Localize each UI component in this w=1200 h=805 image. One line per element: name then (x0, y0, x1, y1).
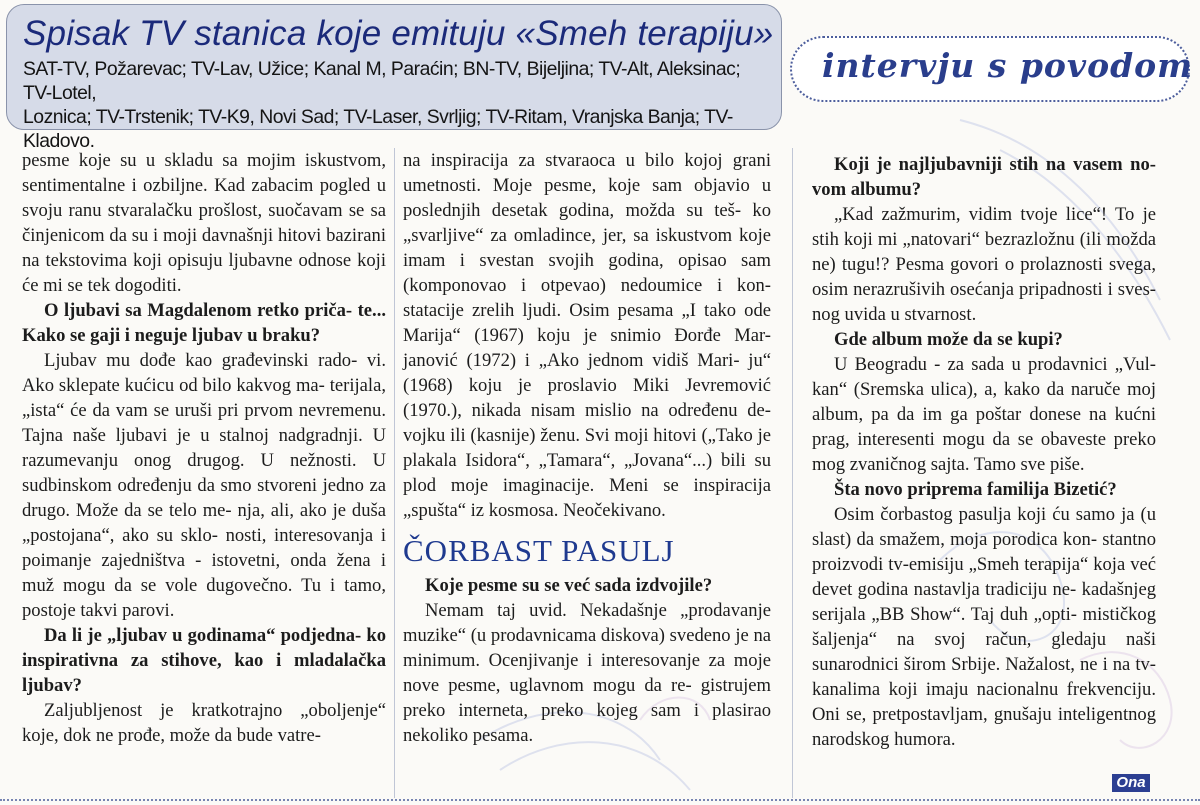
column-divider (394, 148, 395, 798)
tv-stations-box (6, 4, 782, 152)
paragraph: Nemam taj uvid. Nekadašnje „prodavanje muzike“ (u prodavnicama diskova) svedeno je na minimum. Ocenjivanje i interesovanje za moje nove pesme, uglavnom mogu da re- gistrujem preko interneta, preko kojeg sam i plasirao nekoliko pesama. (403, 600, 771, 746)
paragraph: Osim čorbastog pasulja koji ću samo ja (u slast) da smažem, moja porodica kon- stantno proizvodi tv-emisiju „Smeh terapija“ koja već devet godina nastavlja tradiciju ne- kadašnjeg serijala „BB Show“. Taj duh „opti- mističkog šaljenja“ na svoj račun, gledaju naši sunarodnici širom Srbije. Nažalost, ne i na tv- kanalima koji imaju nacionalnu frekvenciju. Oni se, pretpostavljam, gnušaju inteligentnog narodskog humora. (812, 504, 1156, 750)
interview-question: Šta novo priprema familija Bizetić? (834, 479, 1117, 500)
section-badge-label: intervju s povodom (822, 46, 1194, 85)
interview-question: Koje pesme su se već sada izdvojile? (425, 575, 713, 596)
article-column-3 (812, 152, 1156, 752)
tv-stations-title: Spisak TV stanica koje emituju «Smeh terapiju» (23, 14, 774, 53)
tv-stations-list-line2: Loznica; TV-Trstenik; TV-K9, Novi Sad; TV-Laser, Svrljig; TV-Ritam, Vranjska Banja; TV-Kladovo. (23, 106, 733, 152)
interview-question: Gde album može da se kupi? (834, 329, 1063, 350)
paragraph: Ljubav mu dođe kao građevinski rado- vi. Ako sklepate kućicu od bilo kakvog ma- terijala, „ista“ će da vam se uruši pri prvom nevremenu. Tajna naše ljubavi je u stalnoj nadgradnji. U razumevanju onog drugog. U nežnosti. U sudbinskom određenju da smo stvoreni jedno za drugo. Može da se telo me- nja, ali, ako je duša „postojana“, ako su sklo- nosti, interesovanja i poimanje zajedništva - istovetni, onda žena i muž mogu da se vole dugovečno. Tu i tamo, postoje takvi parovi. (22, 350, 386, 621)
bottom-dotted-rule (0, 799, 1200, 801)
paragraph: pesme koje su u skladu sa mojim iskustvom, sentimentalne i ozbiljne. Kad zabacim pogled u svoju ranu stvaralačku prošlost, suočavam se sa činjenicom da su i moji davnašnji hitovi bazirani na tekstovima koji opisuju ljubavne odnose koji će mi se tek dogoditi. (22, 150, 386, 296)
paragraph: „Kad zažmurim, vidim tvoje lice“! To je stih koji mi „natovari“ bezrazložnu (ili možda ne) tugu!? Pesma govori o prolaznosti svega, osim nerazrušivih osećanja pripadnosti i sves- nog uvida u stvarnost. (812, 204, 1156, 325)
interview-question: Da li je „ljubav u godinama“ podjedna- ko inspirativna za stihove, kao i mladalačka ljubav? (22, 625, 386, 696)
section-subheading: ČORBAST PASULJ (403, 533, 675, 568)
interview-question: O ljubavi sa Magdalenom retko priča- te... Kako se gaji i neguje ljubav u braku? (22, 300, 386, 346)
paragraph: Zaljubljenost je kratkotrajno „oboljenje“ koje, dok ne prođe, može da bude vatre- (22, 700, 386, 746)
article-column-1 (22, 148, 386, 748)
magazine-signature: Ona (1112, 774, 1150, 792)
section-badge (790, 36, 1194, 102)
column-divider (792, 148, 793, 798)
tv-stations-list-line1: SAT-TV, Požarevac; TV-Lav, Užice; Kanal M, Paraćin; BN-TV, Bijeljina; TV-Alt, Aleksinac; TV-Lotel, (23, 58, 741, 104)
interview-question: Koji je najljubavniji stih na vasem no- vom albumu? (812, 154, 1156, 200)
paragraph: U Beogradu - za sada u prodavnici „Vul- kan“ (Sremska ulica), a, kako da naruče moj album, pa da im ga poštar donese na kućni prag, interesenti mogu da se obaveste preko mog zvaničnog sajta. Tamo sve piše. (812, 354, 1156, 475)
paragraph: na inspiracija za stvaraoca u bilo kojoj grani umetnosti. Moje pesme, koje sam objavio u poslednjih desetak godina, možda su teš- ko „svarljive“ za omladince, jer, sa iskustvom koje imam i svestan svojih godina, opisao sam (komponovao i otpevao) nedoumice i kon- statacije zrelih ljudi. Osim pesama „I tako ode Marija“ (1967) koju je snimio Đorđe Mar- janović (1972) i „Ako jednom vidiš Mari- ju“ (1968) koju je proslavio Miki Jevremović (1970.), nikada nisam mislio na određenu de- vojku ili (kasnije) ženu. Svi moji hitovi („Tako je plakala Isidora“, „Tamara“, „Jovana“...) bili su plod moje imaginacije. Meni se inspiracija „spušta“ iz kosmosa. Neočekivano. (403, 150, 771, 521)
article-column-2 (403, 148, 771, 748)
